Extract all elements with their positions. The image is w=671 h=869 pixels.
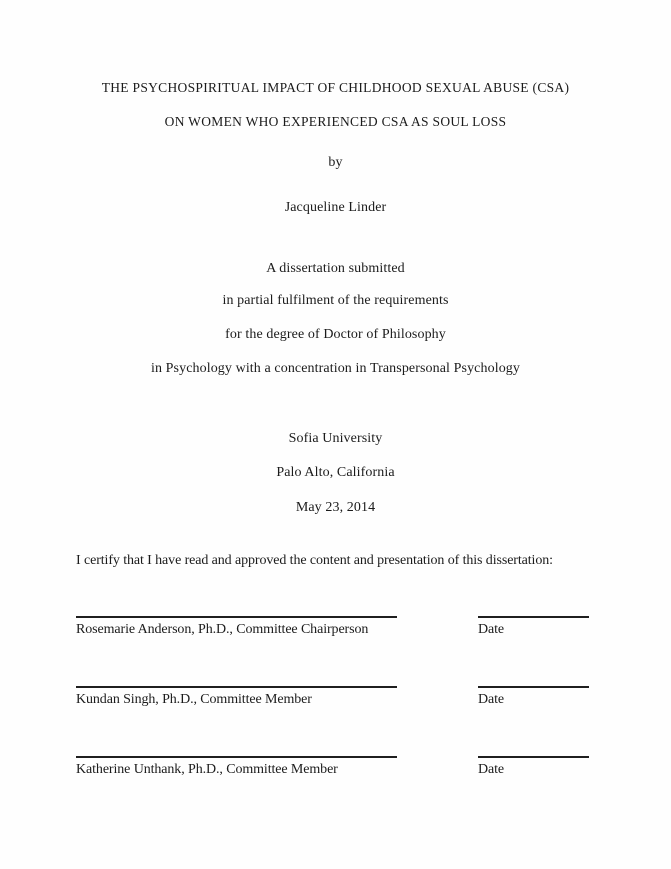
signatory-name: Rosemarie Anderson, Ph.D., Committee Chairperson [76,622,369,637]
author-name: Jacqueline Linder [284,200,387,215]
signatory-name: Kundan Singh, Ph.D., Committee Member [76,692,312,707]
signature-row-member-2 [76,756,589,796]
submission-line-4: in Psychology with a concentration in Transpersonal Psychology [150,361,520,376]
title-line-1: THE PSYCHOSPIRITUAL IMPACT OF CHILDHOOD SEXUAL ABUSE (CSA) [101,80,570,95]
signatory-name: Katherine Unthank, Ph.D., Committee Member [76,762,338,777]
date-line [478,616,589,638]
signature-line [76,616,397,638]
date-label: Date [478,692,505,707]
certification-statement: I certify that I have read and approved the content and presentation of this dissertation: [76,553,553,568]
institution-location: Palo Alto, California [276,465,395,480]
byline: by [328,155,343,170]
date-label: Date [478,622,505,637]
date-label: Date [478,762,505,777]
date-line [478,686,589,708]
signature-line [76,686,397,708]
title-line-2: ON WOMEN WHO EXPERIENCED CSA AS SOUL LOSS [164,114,507,129]
submission-date: May 23, 2014 [295,500,376,515]
signature-row-chairperson [76,616,589,656]
submission-line-3: for the degree of Doctor of Philosophy [225,327,446,342]
signature-line [76,756,397,778]
date-line [478,756,589,778]
institution-name: Sofia University [288,431,383,446]
submission-line-2: in partial fulfilment of the requirements [222,293,449,308]
signature-row-member-1 [76,686,589,726]
submission-line-1: A dissertation submitted [266,261,405,276]
